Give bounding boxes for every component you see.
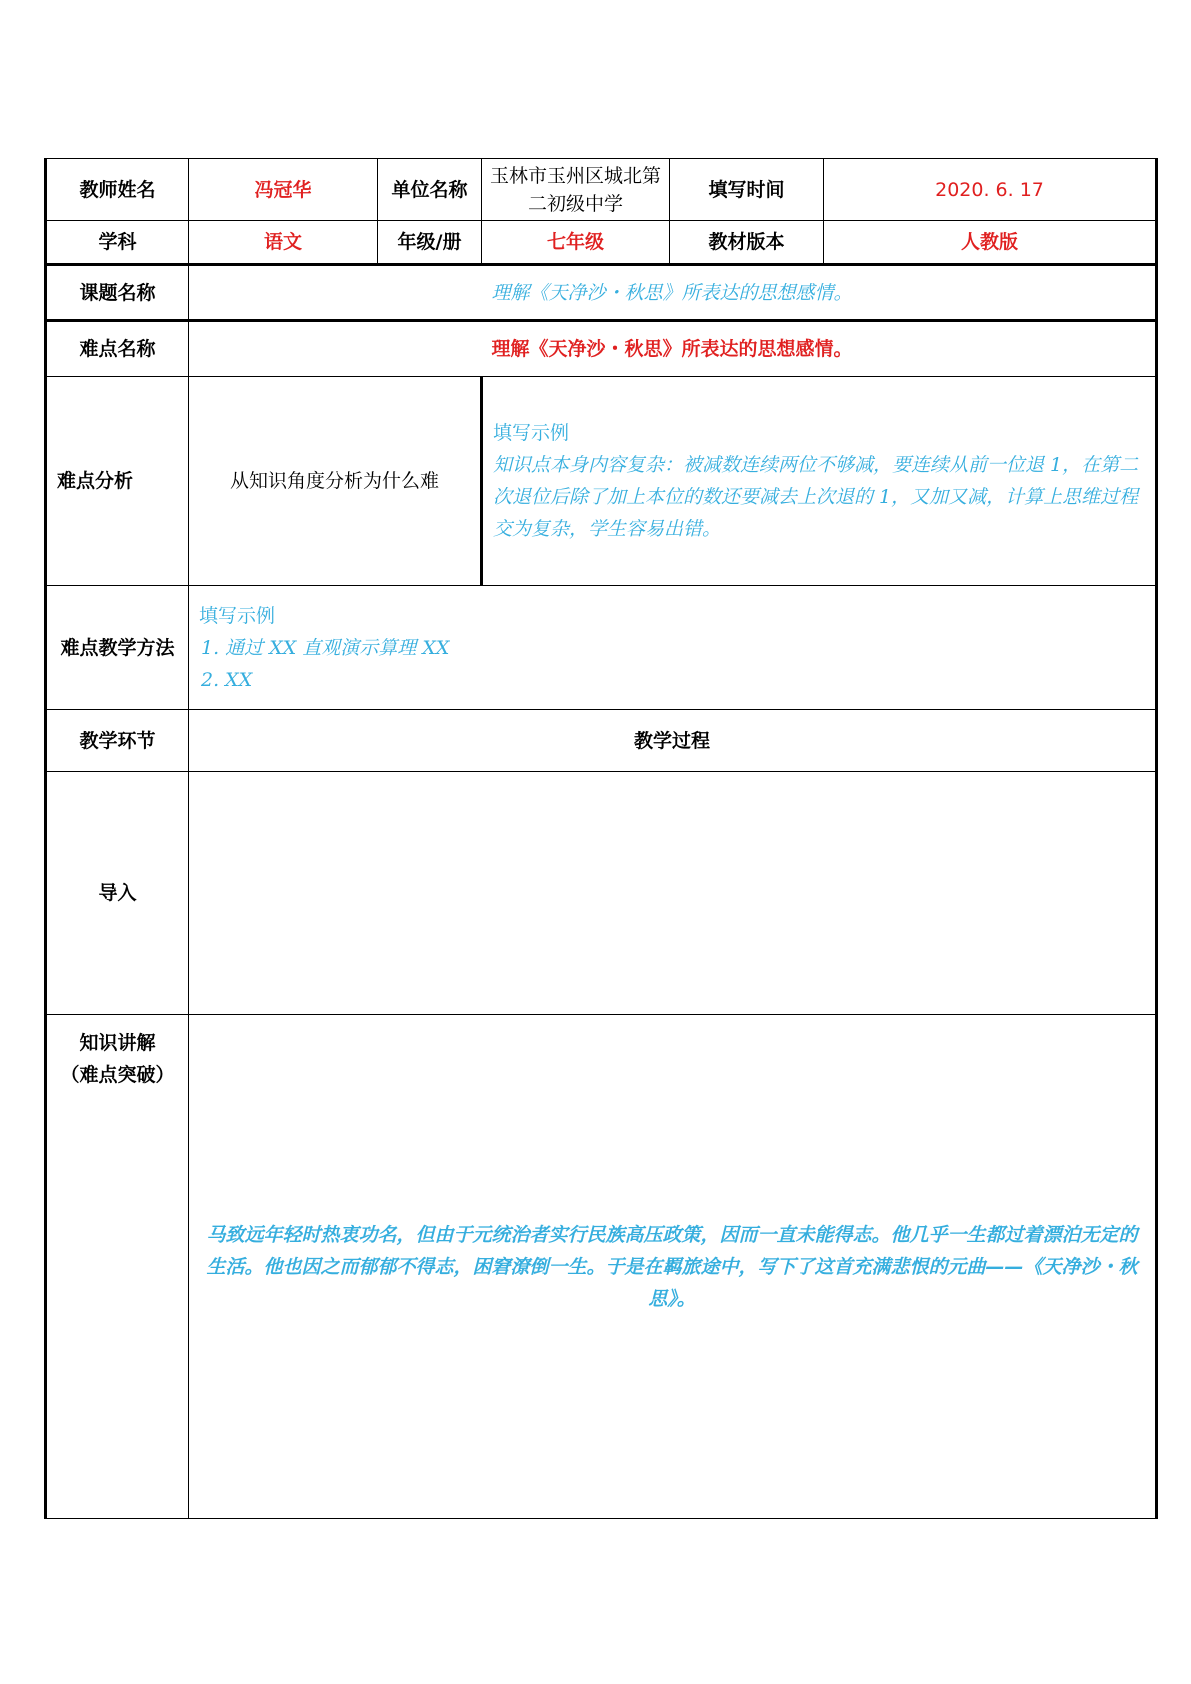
edition-label: 教材版本 (670, 221, 824, 265)
analysis-sub-label: 从知识角度分析为什么难 (189, 377, 482, 586)
difficulty-label: 难点名称 (46, 321, 189, 377)
analysis-label: 难点分析 (46, 377, 189, 586)
lesson-form-table (44, 158, 1158, 1519)
method-item: 2. XX (201, 668, 253, 691)
intro-label: 导入 (46, 772, 189, 1015)
topic-label: 课题名称 (46, 265, 189, 321)
method-row (46, 586, 1157, 710)
unit-label: 单位名称 (378, 159, 482, 221)
topic-value: 理解《天净沙・秋思》所表达的思想感情。 (189, 265, 1157, 321)
method-example-cell (189, 586, 1157, 710)
intro-content (189, 772, 1157, 1015)
analysis-example-heading: 填写示例 (493, 422, 570, 444)
explain-label-cell (46, 1015, 189, 1519)
stage-label: 教学环节 (46, 710, 189, 772)
explain-label-line1: 知识讲解 (79, 1032, 156, 1054)
difficulty-row (46, 321, 1157, 377)
subject-value: 语文 (189, 221, 378, 265)
grade-label: 年级/册 (378, 221, 482, 265)
process-label: 教学过程 (189, 710, 1157, 772)
method-example-heading: 填写示例 (199, 604, 276, 627)
analysis-row (46, 377, 1157, 586)
teacher-label: 教师姓名 (46, 159, 189, 221)
grade-value: 七年级 (482, 221, 670, 265)
topic-row (46, 265, 1157, 321)
method-label: 难点教学方法 (46, 586, 189, 710)
process-header-row (46, 710, 1157, 772)
date-value: 2020. 6. 17 (824, 159, 1157, 221)
header-row-1 (46, 159, 1157, 221)
teacher-value: 冯冠华 (189, 159, 378, 221)
unit-value: 玉林市玉州区城北第二初级中学 (482, 159, 670, 221)
method-item: 1. 通过 XX 直观演示算理 XX (201, 636, 450, 659)
explain-row (46, 1015, 1157, 1519)
analysis-example-cell (482, 377, 1157, 586)
header-row-2 (46, 221, 1157, 265)
analysis-example-text: 知识点本身内容复杂：被减数连续两位不够减，要连续从前一位退 1，在第二次退位后除了加上本位的数还要减去上次退的 1，又加又减，计算上思维过程交为复杂，学生容易出错。 (493, 454, 1139, 540)
explain-label-line2: （难点突破） (60, 1064, 175, 1086)
difficulty-value: 理解《天净沙・秋思》所表达的思想感情。 (189, 321, 1157, 377)
edition-value: 人教版 (824, 221, 1157, 265)
intro-row (46, 772, 1157, 1015)
subject-label: 学科 (46, 221, 189, 265)
explain-content: 马致远年轻时热衷功名，但由于元统治者实行民族高压政策，因而一直未能得志。他几乎一生都过着漂泊无定的生活。他也因之而郁郁不得志，困窘潦倒一生。于是在羁旅途中，写下了这首充满悲恨的元曲——《天净沙・秋思》。 (189, 1015, 1157, 1519)
date-label: 填写时间 (670, 159, 824, 221)
